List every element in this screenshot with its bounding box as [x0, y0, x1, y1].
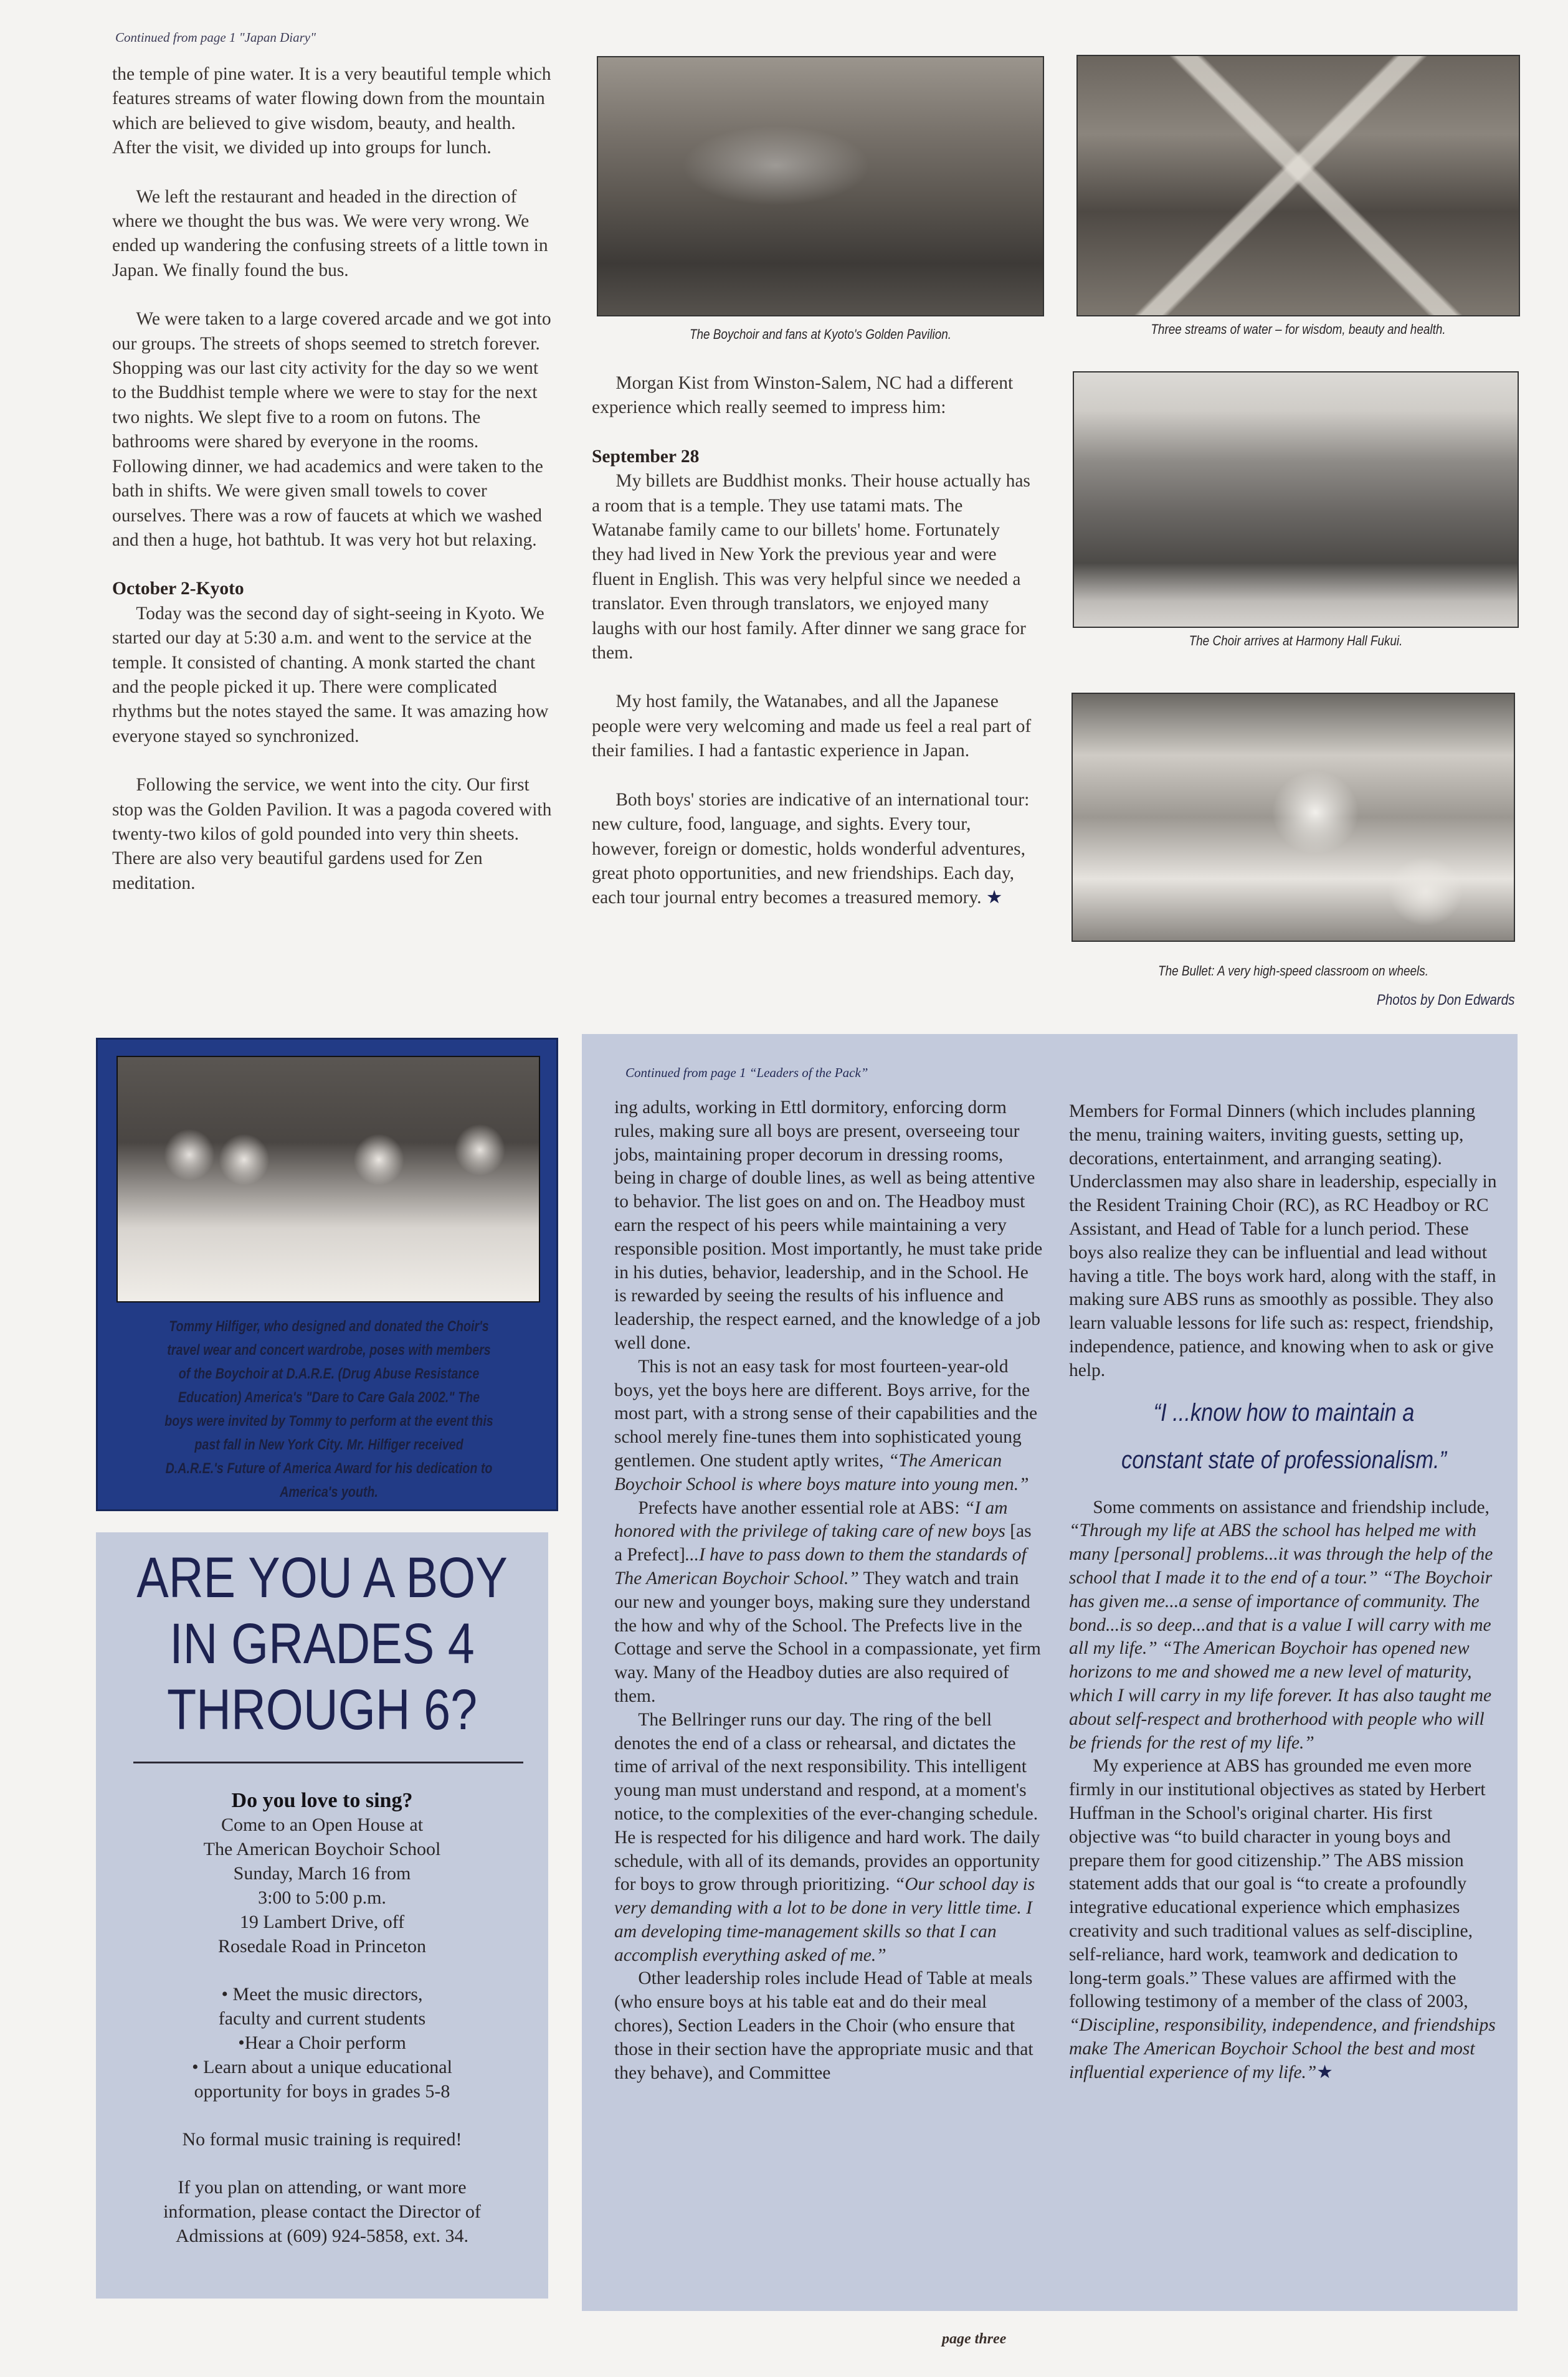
caption-three-streams: Three streams of water – for wisdom, beauty and health. [1151, 321, 1446, 337]
paragraph: My experience at ABS has grounded me even more firmly in our institutional objectives as stated by Herbert Huffman in the School's original charter. His first objective was “to build character in young boys and prepare them for good citizenship.” The ABS mission statement adds that our goal is “to create a profoundly integrative educational experience which emphasizes creativity and such traditional values as self-discipline, self-reliance, hard work, teamwork and dedication to long-term goals.” These values are affirmed with the following testimony of a member of the class of 2003, “Discipline, responsibility, independence, and friendships make The American Boychoir School the best and most influential experience of my life.”★ [1069, 1756, 1496, 2082]
leaders-column-1 [614, 1096, 1044, 2085]
pull-quote [1099, 1389, 1468, 1484]
paragraph-gap [592, 665, 1035, 690]
leaders-col2-top: Members for Formal Dinners (which includes planning the menu, training waiters, inviting guests, setting up, decorations, entertainment, and arranging seating). Underclassmen may also share in leadership, especially in the Resident Training Choir (RC), as RC Headboy or RC Assistant, and Head of Table for a lunch period. These boys also realize they can be influential and lead without having a title. The boys work hard, along with the staff, in making sure ABS runs as smoothly as possible. They also learn valuable lessons for life such as: respect, friendship, independence, patience, and knowing when to ask or give help. [1069, 1101, 1497, 1380]
paragraph-gap [592, 420, 1035, 445]
paragraph: Some comments on assistance and friendship include, “Through my life at ABS the school has helped me with many [personal] problems...it was through the help of the school that I made it to the end of a tour.” “The Boychoir has given me...a sense of importance of community. The bond...is so deep...and that is a value I will carry with me all my life.” “The American Boychoir has opened new horizons to me and showed me a new level of maturity, which I will carry in my life forever. It has also taught me about self-respect and brotherhood with people who will be friends for the rest of my life.” [1069, 1497, 1493, 1753]
page-number: page three [942, 2331, 1007, 2347]
pull-quote-line: “I ...know how to maintain a [1153, 1398, 1415, 1426]
paragraph: This is not an easy task for most fourteen-year-old boys, yet the boys here are different. Boys arrive, for the most part, with a strong sense of their capabilities and the school merely fine-tunes them into sophisticated young gentlemen. One student aptly writes, “The American Boychoir School is where boys mature into young men.” [614, 1356, 1038, 1494]
paragraph-gap [112, 553, 556, 577]
paragraph: Other leadership roles include Head of Table at meals (who ensure boys at his table eat and do their meal chores), Section Leaders in the Choir (who ensure that those in their section have the appropriate music and that they behave), and Committee [614, 1968, 1033, 2083]
paragraph: Morgan Kist from Winston-Salem, NC had a different experience which really seemed to impress him: [592, 373, 1014, 418]
photo-bullet-train [1071, 693, 1515, 942]
paragraph: Following the service, we went into the city. Our first stop was the Golden Pavilion. It was a pagoda covered with twenty-two kilos of gold pounded into very thin sheets. There are also very beautiful gardens used for Zen meditation. [112, 775, 552, 893]
paragraph-gap [112, 283, 556, 307]
bullet-line: faculty and current students [218, 2008, 426, 2029]
open-house-promo [96, 1532, 548, 2299]
contact-line: information, please contact the Director of [163, 2201, 481, 2222]
end-star-icon: ★ [1316, 2062, 1333, 2082]
hilfiger-feature-box [96, 1038, 558, 1511]
contact-line: If you plan on attending, or want more [178, 2177, 467, 2198]
photo-golden-pavilion [597, 56, 1044, 316]
japan-diary-column-1 [112, 62, 556, 896]
promo-question: Do you love to sing? [231, 1789, 413, 1812]
detail-line: 19 Lambert Drive, off [239, 1912, 405, 1932]
detail-line: Rosedale Road in Princeton [217, 1936, 427, 1957]
closing-text: Both boys' stories are indicative of an international tour: new culture, food, language, and sights. Every tour, however, foreign or domestic, holds wonderful adventures, great photo opportunities, and new friendships. Each day, each tour journal entry becomes a treasured memory. [592, 789, 1030, 908]
photo-credit: Photos by Don Edwards [1376, 992, 1514, 1008]
bullet-line: •Hear a Choir perform [238, 2033, 406, 2053]
paragraph: the temple of pine water. It is a very beautiful temple which features streams of water flowing down from the mountain which are believed to give wisdom, beauty, and health. After the visit, we divided up into groups for lunch. [112, 64, 551, 158]
paragraph: Today was the second day of sight-seeing in Kyoto. We started our day at 5:30 a.m. and went to the service at the temple. It consisted of chanting. A monk started the chant and the people picked it up. There were complicated rhythms but the notes stayed the same. It was amazing how everyone stayed so synchronized. [112, 603, 549, 746]
photo-harmony-hall [1073, 371, 1519, 628]
paragraph: Prefects have another essential role at ABS: “I am honored with the privilege of taking care of new boys [as a Prefect]...I have to pass down to them the standards of The American Boychoir School.” They watch and train our new and younger boys, making sure they understand the how and why of the School. The Prefects live in the Cottage and serve the School in a compassionate, yet firm way. Many of the Headboy duties are also required of them. [614, 1497, 1041, 1706]
hilfiger-caption: Tommy Hilfiger, who designed and donated the Choir's travel wear and concert wardrobe, poses with members of the Boychoir at D.A.R.E. (Drug Abuse Resistance Education) America's "Dare to Care Gala 2002." The boys were invited by Tommy to perform at the event this past fall in New York City. Mr. Hilfiger received D.A.R.E.'s Future of America Award for his dedication to America's youth. [164, 1318, 493, 1501]
detail-line: 3:00 to 5:00 p.m. [258, 1887, 386, 1908]
paragraph: We were taken to a large covered arcade and we got into our groups. The streets of shops seemed to stretch forever. Shopping was our last city activity for the day so we went to the Buddhist temple where we were to stay for the next two nights. We slept five to a room on futons. The bathrooms were shared by everyone in the rooms. Following dinner, we had academics and were taken to the bath in shifts. We were given small towels to cover ourselves. There was a row of faucets at which we washed and then a huge, hot bathtub. It was very hot but relaxing. [112, 309, 551, 550]
caption-golden-pavilion: The Boychoir and fans at Kyoto's Golden Pavilion. [689, 326, 952, 342]
bullet-line: • Meet the music directors, [221, 1984, 423, 2005]
promo-no-training: No formal music training is required! [182, 2129, 462, 2150]
paragraph-gap [592, 764, 1035, 788]
leaders-of-the-pack-section [582, 1034, 1518, 2311]
paragraph-closing [592, 788, 1035, 911]
detail-line: Come to an Open House at [221, 1815, 424, 1835]
paragraph: We left the restaurant and headed in the direction of where we thought the bus was. We were very wrong. We ended up wandering the confusing streets of a little town in Japan. We finally found the bus. [112, 186, 548, 280]
continued-from-japan-diary: Continued from page 1 "Japan Diary" [115, 30, 316, 45]
detail-line: The American Boychoir School [203, 1839, 441, 1859]
photo-three-streams [1076, 55, 1520, 316]
paragraph: My billets are Buddhist monks. Their house actually has a room that is a temple. They use tatami mats. The Watanabe family came to our billets' home. Fortunately they had lived in New York the previous year and were fluent in English. This was very helpful since we needed a translator. Even through translators, we enjoyed many laughs with our host family. After dinner we sang grace for them. [592, 471, 1030, 663]
paragraph: My host family, the Watanabes, and all the Japanese people were very welcoming and made us feel a real part of their families. I had a fantastic experience in Japan. [592, 691, 1032, 761]
contact-line: Admissions at (609) 924-5858, ext. 34. [176, 2226, 468, 2246]
promo-details [96, 1813, 548, 1958]
leaders-column-2 [1069, 1100, 1499, 2084]
paragraph-gap [112, 161, 556, 185]
caption-bullet-train: The Bullet: A very high-speed classroom on wheels. [1158, 963, 1428, 979]
continued-from-leaders: Continued from page 1 “Leaders of the Pack” [625, 1065, 868, 1080]
headline-line: ARE YOU A BOY [136, 1546, 508, 1610]
bullet-line: opportunity for boys in grades 5-8 [194, 2081, 450, 2102]
bullet-line: • Learn about a unique educational [192, 2057, 452, 2077]
photo-tommy-hilfiger [116, 1056, 540, 1302]
section-heading-september-28: September 28 [592, 446, 700, 467]
promo-divider [133, 1762, 523, 1763]
caption-harmony-hall: The Choir arrives at Harmony Hall Fukui. [1189, 633, 1403, 648]
detail-line: Sunday, March 16 from [233, 1863, 411, 1884]
headline-line: IN GRADES 4 [169, 1612, 475, 1676]
japan-diary-column-2 [592, 371, 1035, 911]
paragraph: ing adults, working in Ettl dormitory, enforcing dorm rules, making sure all boys are present, overseeing tour jobs, maintaining proper decorum in dressing rooms, being in charge of double lines, as well as being attentive to behavior. The list goes on and on. The Headboy must earn the respect of his peers while maintaining a very responsible position. Most importantly, he must take pride in his duties, behavior, leadership, and in the School. He is rewarded by seeing the results of his influence and leadership, the respect earned, and the knowledge of a job well done. [614, 1098, 1043, 1353]
end-star-icon: ★ [986, 888, 1003, 908]
paragraph-gap [112, 749, 556, 773]
paragraph: The Bellringer runs our day. The ring of the bell denotes the end of a class or rehearsal, and dictates the time of arrival of the next responsibility. This intelligent young man must understand and respond, at a moment's notice, to the complexities of the ever-changing schedule. He is respected for his diligence and hard work. The daily schedule, with all of its demands, provides an opportunity for boys to grow through prioritizing. “Our school day is very demanding with a lot to be done in very little time. I am developing time-management skills so that I can accomplish everything asked of me.” [614, 1709, 1040, 1965]
section-heading-october-2: October 2-Kyoto [112, 579, 244, 599]
promo-contact [96, 2175, 548, 2248]
headline-line: THROUGH 6? [166, 1678, 478, 1742]
pull-quote-line: constant state of professionalism.” [1121, 1446, 1447, 1474]
promo-bullets [96, 1982, 548, 2104]
promo-headline [132, 1545, 512, 1743]
